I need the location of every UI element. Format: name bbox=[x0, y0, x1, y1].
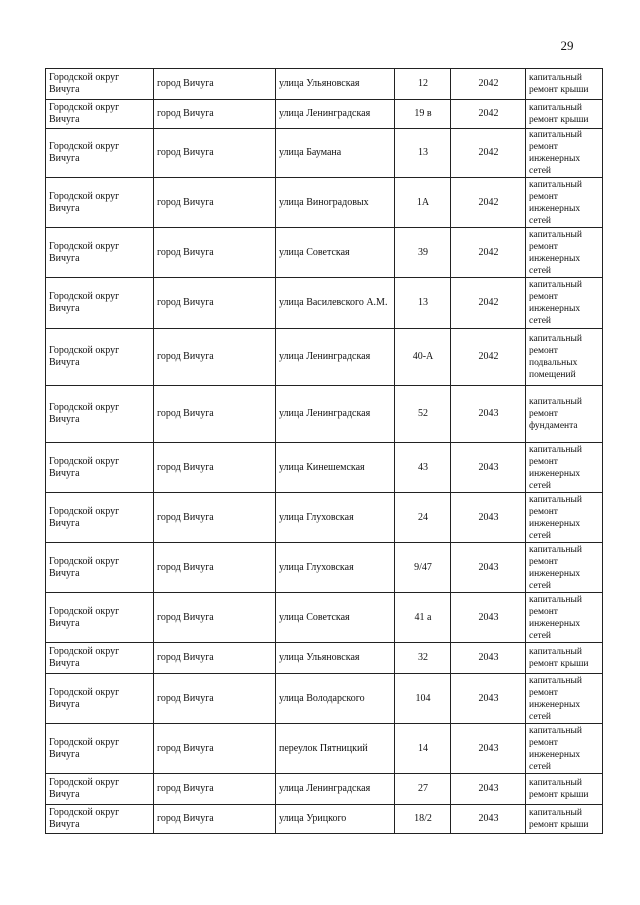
year-cell: 2043 bbox=[451, 493, 526, 543]
work-type-cell: капитальный ремонт крыши bbox=[526, 805, 603, 834]
house-number-cell: 32 bbox=[395, 643, 451, 674]
work-type-cell: капитальный ремонт инженерных сетей bbox=[526, 443, 603, 493]
city-cell: город Вичуга bbox=[154, 129, 276, 178]
work-type-cell: капитальный ремонт инженерных сетей bbox=[526, 543, 603, 593]
work-type-cell: капитальный ремонт инженерных сетей bbox=[526, 278, 603, 329]
house-number-cell: 27 bbox=[395, 774, 451, 805]
district-cell: Городской округ Вичуга bbox=[46, 674, 154, 724]
work-type-cell: капитальный ремонт крыши bbox=[526, 774, 603, 805]
year-cell: 2043 bbox=[451, 805, 526, 834]
table-row bbox=[46, 543, 603, 593]
house-number-cell: 18/2 bbox=[395, 805, 451, 834]
city-cell: город Вичуга bbox=[154, 329, 276, 386]
district-cell: Городской округ Вичуга bbox=[46, 329, 154, 386]
table-row bbox=[46, 443, 603, 493]
year-cell: 2043 bbox=[451, 443, 526, 493]
district-cell: Городской округ Вичуга bbox=[46, 643, 154, 674]
year-cell: 2043 bbox=[451, 593, 526, 643]
city-cell: город Вичуга bbox=[154, 805, 276, 834]
house-number-cell: 40-А bbox=[395, 329, 451, 386]
street-cell: улица Глуховская bbox=[276, 493, 395, 543]
table-body bbox=[46, 69, 603, 834]
table-row bbox=[46, 724, 603, 774]
year-cell: 2042 bbox=[451, 278, 526, 329]
city-cell: город Вичуга bbox=[154, 543, 276, 593]
work-type-cell: капитальный ремонт инженерных сетей bbox=[526, 593, 603, 643]
city-cell: город Вичуга bbox=[154, 386, 276, 443]
work-type-cell: капитальный ремонт инженерных сетей bbox=[526, 493, 603, 543]
work-type-cell: капитальный ремонт инженерных сетей bbox=[526, 129, 603, 178]
year-cell: 2043 bbox=[451, 543, 526, 593]
house-number-cell: 9/47 bbox=[395, 543, 451, 593]
city-cell: город Вичуга bbox=[154, 493, 276, 543]
street-cell: улица Ленинградская bbox=[276, 386, 395, 443]
year-cell: 2043 bbox=[451, 674, 526, 724]
street-cell: улица Виноградовых bbox=[276, 178, 395, 228]
table-row bbox=[46, 329, 603, 386]
work-type-cell: капитальный ремонт крыши bbox=[526, 69, 603, 100]
table-row bbox=[46, 228, 603, 278]
year-cell: 2043 bbox=[451, 774, 526, 805]
table-row bbox=[46, 493, 603, 543]
house-number-cell: 104 bbox=[395, 674, 451, 724]
work-type-cell: капитальный ремонт фундамента bbox=[526, 386, 603, 443]
page-number: 29 bbox=[560, 38, 574, 53]
city-cell: город Вичуга bbox=[154, 724, 276, 774]
district-cell: Городской округ Вичуга bbox=[46, 774, 154, 805]
table-row bbox=[46, 129, 603, 178]
year-cell: 2042 bbox=[451, 178, 526, 228]
city-cell: город Вичуга bbox=[154, 674, 276, 724]
street-cell: улица Володарского bbox=[276, 674, 395, 724]
table-row bbox=[46, 805, 603, 834]
house-number-cell: 13 bbox=[395, 129, 451, 178]
district-cell: Городской округ Вичуга bbox=[46, 724, 154, 774]
city-cell: город Вичуга bbox=[154, 69, 276, 100]
table-row bbox=[46, 774, 603, 805]
house-number-cell: 13 bbox=[395, 278, 451, 329]
city-cell: город Вичуга bbox=[154, 643, 276, 674]
table-row bbox=[46, 593, 603, 643]
street-cell: улица Глуховская bbox=[276, 543, 395, 593]
house-number-cell: 1А bbox=[395, 178, 451, 228]
work-type-cell: капитальный ремонт инженерных сетей bbox=[526, 724, 603, 774]
house-number-cell: 24 bbox=[395, 493, 451, 543]
table-row bbox=[46, 386, 603, 443]
table-row bbox=[46, 69, 603, 100]
street-cell: улица Ульяновская bbox=[276, 643, 395, 674]
city-cell: город Вичуга bbox=[154, 774, 276, 805]
housing-repair-table bbox=[45, 68, 603, 834]
street-cell: улица Баумана bbox=[276, 129, 395, 178]
street-cell: улица Ленинградская bbox=[276, 100, 395, 129]
year-cell: 2042 bbox=[451, 228, 526, 278]
city-cell: город Вичуга bbox=[154, 178, 276, 228]
year-cell: 2042 bbox=[451, 329, 526, 386]
street-cell: улица Василевского А.М. bbox=[276, 278, 395, 329]
house-number-cell: 52 bbox=[395, 386, 451, 443]
street-cell: улица Кинешемская bbox=[276, 443, 395, 493]
house-number-cell: 43 bbox=[395, 443, 451, 493]
work-type-cell: капитальный ремонт подвальных помещений bbox=[526, 329, 603, 386]
work-type-cell: капитальный ремонт инженерных сетей bbox=[526, 178, 603, 228]
table-row bbox=[46, 100, 603, 129]
district-cell: Городской округ Вичуга bbox=[46, 69, 154, 100]
city-cell: город Вичуга bbox=[154, 278, 276, 329]
street-cell: улица Ульяновская bbox=[276, 69, 395, 100]
year-cell: 2042 bbox=[451, 129, 526, 178]
table-row bbox=[46, 643, 603, 674]
work-type-cell: капитальный ремонт крыши bbox=[526, 100, 603, 129]
district-cell: Городской округ Вичуга bbox=[46, 100, 154, 129]
district-cell: Городской округ Вичуга bbox=[46, 278, 154, 329]
street-cell: переулок Пятницкий bbox=[276, 724, 395, 774]
district-cell: Городской округ Вичуга bbox=[46, 543, 154, 593]
work-type-cell: капитальный ремонт инженерных сетей bbox=[526, 674, 603, 724]
city-cell: город Вичуга bbox=[154, 228, 276, 278]
district-cell: Городской округ Вичуга bbox=[46, 178, 154, 228]
work-type-cell: капитальный ремонт инженерных сетей bbox=[526, 228, 603, 278]
district-cell: Городской округ Вичуга bbox=[46, 228, 154, 278]
street-cell: улица Урицкого bbox=[276, 805, 395, 834]
street-cell: улица Советская bbox=[276, 228, 395, 278]
district-cell: Городской округ Вичуга bbox=[46, 493, 154, 543]
work-type-cell: капитальный ремонт крыши bbox=[526, 643, 603, 674]
year-cell: 2042 bbox=[451, 69, 526, 100]
city-cell: город Вичуга bbox=[154, 593, 276, 643]
district-cell: Городской округ Вичуга bbox=[46, 443, 154, 493]
house-number-cell: 14 bbox=[395, 724, 451, 774]
house-number-cell: 41 а bbox=[395, 593, 451, 643]
year-cell: 2042 bbox=[451, 100, 526, 129]
district-cell: Городской округ Вичуга bbox=[46, 386, 154, 443]
street-cell: улица Ленинградская bbox=[276, 774, 395, 805]
district-cell: Городской округ Вичуга bbox=[46, 805, 154, 834]
district-cell: Городской округ Вичуга bbox=[46, 129, 154, 178]
city-cell: город Вичуга bbox=[154, 443, 276, 493]
district-cell: Городской округ Вичуга bbox=[46, 593, 154, 643]
house-number-cell: 39 bbox=[395, 228, 451, 278]
table-row bbox=[46, 278, 603, 329]
table-row bbox=[46, 674, 603, 724]
year-cell: 2043 bbox=[451, 643, 526, 674]
table-row bbox=[46, 178, 603, 228]
street-cell: улица Советская bbox=[276, 593, 395, 643]
city-cell: город Вичуга bbox=[154, 100, 276, 129]
street-cell: улица Ленинградская bbox=[276, 329, 395, 386]
house-number-cell: 12 bbox=[395, 69, 451, 100]
year-cell: 2043 bbox=[451, 386, 526, 443]
house-number-cell: 19 в bbox=[395, 100, 451, 129]
year-cell: 2043 bbox=[451, 724, 526, 774]
